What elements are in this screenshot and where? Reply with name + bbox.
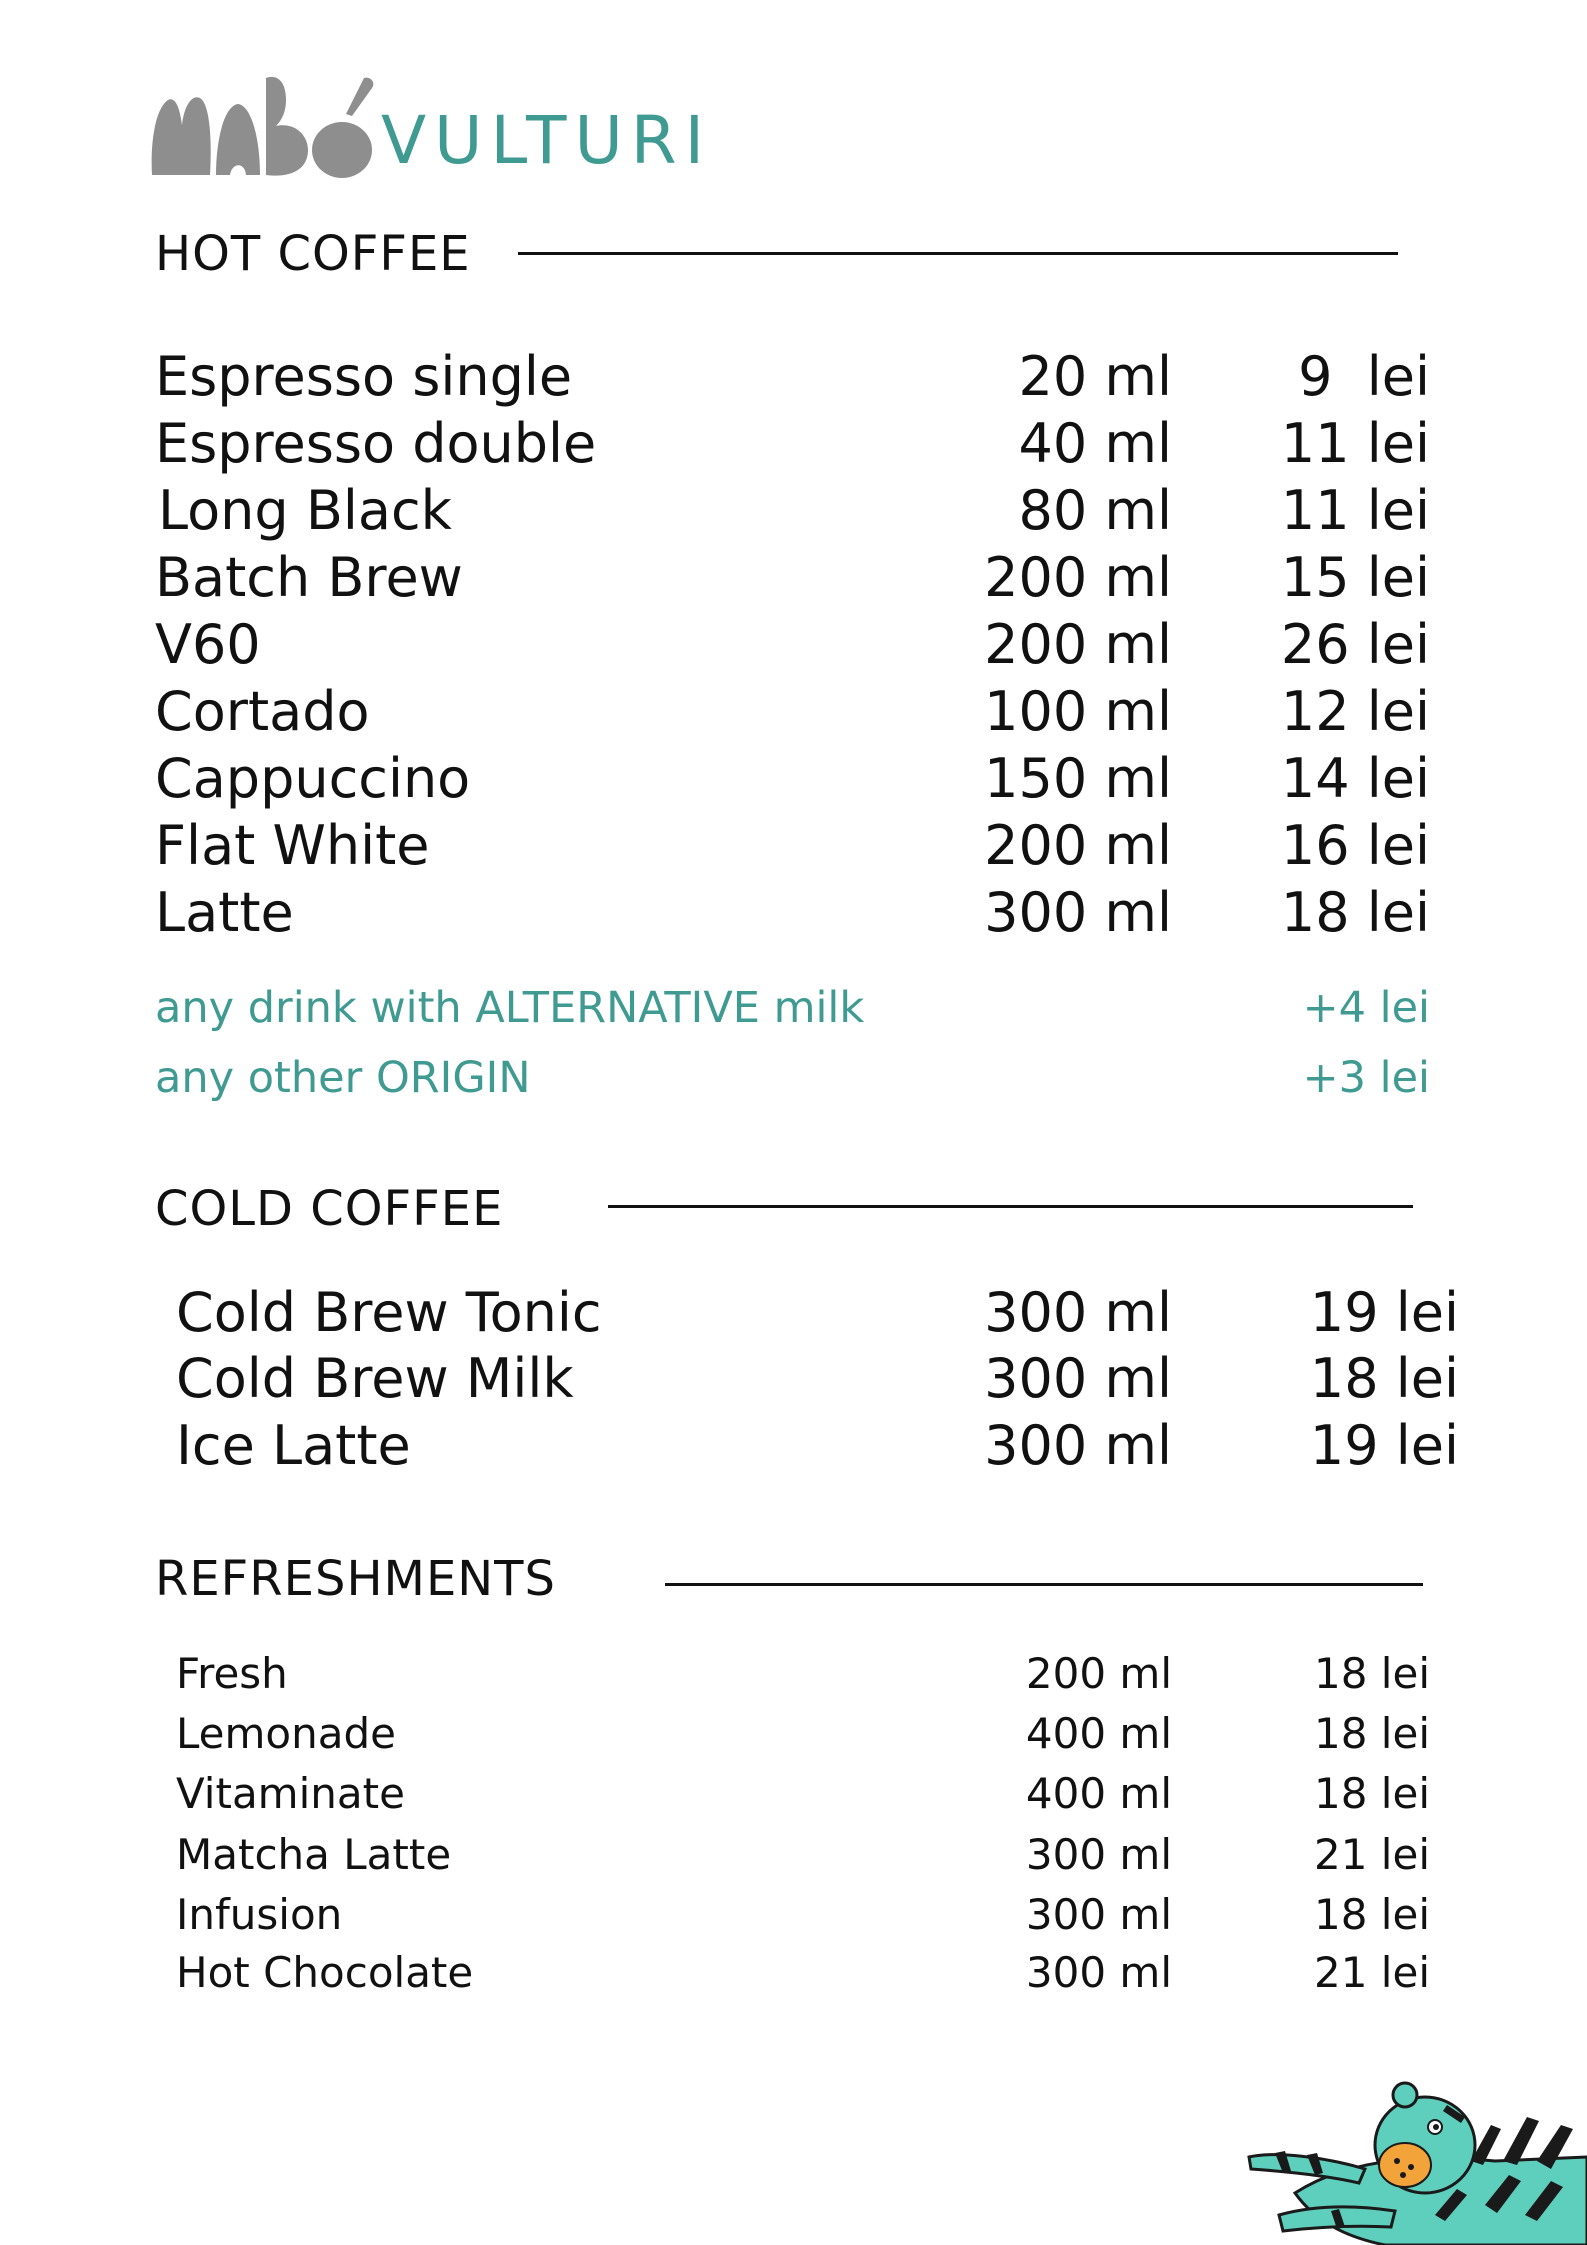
item-name: Fresh [176,1649,288,1698]
tiger-illustration-icon [1235,2065,1587,2245]
item-price: 9 lei [1298,345,1430,408]
menu-item [0,747,1587,814]
logo [150,70,712,180]
item-name: Lemonade [176,1709,396,1758]
item-price: 26 lei [1280,613,1430,676]
section-title-hot-coffee: HOT COFFEE [155,226,471,282]
item-name: Flat White [155,814,430,877]
menu-item [0,613,1587,680]
item-name: Hot Chocolate [176,1948,474,1997]
note-text: any other ORIGIN [155,1053,531,1103]
section-divider [518,252,1398,255]
menu-item [0,1281,1587,1348]
item-price: 21 lei [1314,1948,1430,1997]
menu-item [0,1769,1587,1821]
item-name: Cortado [155,680,370,743]
item-price: 16 lei [1280,814,1430,877]
item-volume: 400 ml [1025,1769,1172,1818]
item-volume: 300 ml [1025,1890,1172,1939]
item-name: Espresso double [155,412,597,475]
note-text: any drink with ALTERNATIVE milk [155,983,865,1033]
menu-item [0,1830,1587,1882]
section-title-cold-coffee: COLD COFFEE [155,1181,504,1237]
item-volume: 80 ml [1018,479,1172,542]
item-price: 12 lei [1280,680,1430,743]
menu-item [0,546,1587,613]
menu-item [0,1649,1587,1701]
item-price: 21 lei [1314,1830,1430,1879]
item-name: Ice Latte [176,1414,411,1477]
item-name: Cold Brew Tonic [176,1281,602,1344]
item-price: 18 lei [1314,1649,1430,1698]
item-name: Espresso single [155,345,573,408]
item-volume: 300 ml [1025,1948,1172,1997]
item-name: Latte [155,881,294,944]
item-price: 18 lei [1280,881,1430,944]
menu-item [0,1347,1587,1414]
item-price: 19 lei [1309,1414,1459,1477]
item-name: Cold Brew Milk [176,1347,574,1410]
menu-item [0,881,1587,948]
item-price: 14 lei [1280,747,1430,810]
item-volume: 300 ml [984,1281,1172,1344]
item-volume: 200 ml [984,546,1172,609]
item-volume: 20 ml [1018,345,1172,408]
item-price: 18 lei [1314,1890,1430,1939]
item-volume: 200 ml [984,613,1172,676]
item-name: Infusion [176,1890,343,1939]
menu-note [0,1053,1587,1107]
item-price: 18 lei [1314,1709,1430,1758]
item-name: Cappuccino [155,747,471,810]
section-divider [608,1205,1413,1208]
menu-item [0,680,1587,747]
menu-item [0,1709,1587,1761]
item-name: Vitaminate [176,1769,405,1818]
menu-item [0,1414,1587,1481]
item-volume: 300 ml [984,1347,1172,1410]
menu-note [0,983,1587,1037]
item-name: Long Black [158,479,452,542]
item-price: 18 lei [1309,1347,1459,1410]
item-price: 15 lei [1280,546,1430,609]
item-name: V60 [155,613,261,676]
item-price: 18 lei [1314,1769,1430,1818]
menu-item [0,814,1587,881]
menu-item [0,479,1587,546]
menu-item [0,412,1587,479]
note-price: +4 lei [1302,983,1430,1033]
item-volume: 300 ml [984,881,1172,944]
item-volume: 200 ml [984,814,1172,877]
item-volume: 300 ml [984,1414,1172,1477]
item-volume: 300 ml [1025,1830,1172,1879]
item-volume: 400 ml [1025,1709,1172,1758]
item-name: Batch Brew [155,546,463,609]
location-name: VULTURI [381,102,713,179]
item-volume: 200 ml [1025,1649,1172,1698]
section-title-refreshments: REFRESHMENTS [155,1551,556,1607]
item-price: 11 lei [1280,479,1430,542]
section-divider [665,1583,1423,1586]
menu-item [0,1890,1587,1942]
item-price: 11 lei [1280,412,1430,475]
item-name: Matcha Latte [176,1830,452,1879]
item-volume: 150 ml [984,747,1172,810]
item-price: 19 lei [1309,1281,1459,1344]
mabo-logo-icon [150,70,375,180]
menu-item [0,1948,1587,2000]
item-volume: 40 ml [1018,412,1172,475]
menu-item [0,345,1587,412]
item-volume: 100 ml [984,680,1172,743]
note-price: +3 lei [1302,1053,1430,1103]
